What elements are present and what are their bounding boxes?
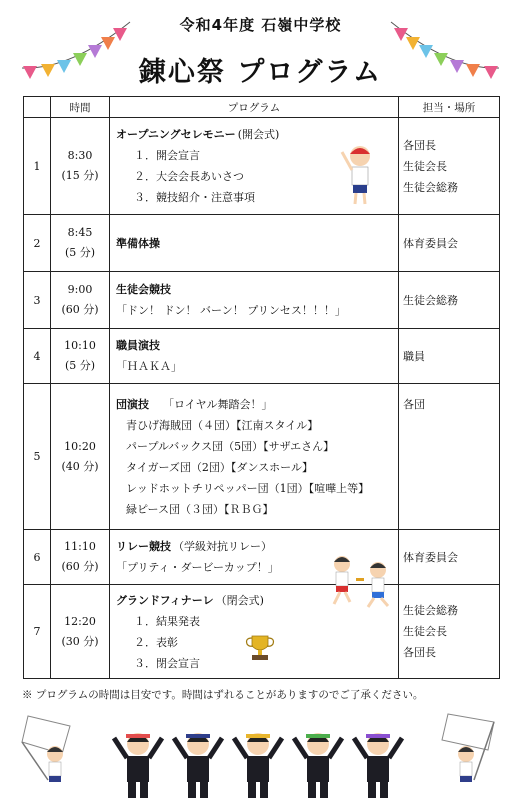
- table-row: [24, 384, 500, 530]
- program-name: 団演技: [116, 397, 149, 411]
- student-figure: [234, 733, 282, 798]
- program-detail-line: １．開会宣言: [134, 149, 200, 162]
- program-name: リレー競技: [116, 540, 171, 553]
- location-cell: [399, 384, 500, 530]
- student-figure: [354, 733, 402, 798]
- program-detail-line: 「プリティ・ダービーカップ！」: [116, 561, 279, 574]
- start-time: 8:30: [67, 149, 93, 162]
- table-header-row: [24, 97, 500, 118]
- duration: (5 分): [64, 359, 96, 372]
- col-header-no: [24, 97, 51, 118]
- duration: (40 分): [61, 459, 99, 473]
- duration: (15 分): [61, 169, 99, 182]
- program-name: 職員演技: [116, 339, 160, 352]
- person-in-charge: 生徒会総務: [403, 293, 458, 307]
- program-detail-line: レッドホットチリペッパー団（1団）【喧嘩上等】: [126, 481, 370, 495]
- program-detail-line: ３．閉会宣言: [134, 656, 200, 670]
- table-row: [24, 530, 500, 585]
- table-row: [24, 118, 500, 215]
- relay-runners-illustration: [326, 552, 396, 608]
- col-header-time: 時間: [51, 97, 110, 118]
- table-row: [24, 215, 500, 272]
- program-detail-line: ２．表彰: [134, 635, 178, 649]
- person-in-charge: 職員: [403, 349, 425, 363]
- program-tag: （閉会式): [215, 593, 264, 607]
- bunting-flag: [101, 37, 115, 50]
- row-number: 6: [24, 530, 51, 585]
- col-header-location: 担当・場所: [399, 97, 500, 118]
- program-cell: [110, 329, 399, 384]
- row-number: 2: [24, 215, 51, 272]
- person-in-charge: 各団長: [403, 646, 436, 659]
- time-cell: [51, 530, 110, 585]
- footnote: ※ プログラムの時間は目安です。時間はずれることがありますのでご了承ください。: [22, 689, 424, 701]
- start-time: 8:45: [67, 226, 93, 239]
- duration: (60 分): [61, 303, 99, 316]
- program-table: [23, 96, 500, 679]
- location-cell: [399, 329, 500, 384]
- location-cell: [399, 215, 500, 272]
- bunting-flag: [406, 37, 420, 50]
- program-name: 生徒会競技: [116, 283, 171, 296]
- person-in-charge: 生徒会総務: [403, 180, 458, 194]
- program-detail-line: タイガーズ団（2団）【ダンスホール】: [126, 460, 313, 474]
- start-time: 9:00: [67, 283, 93, 296]
- row-number: 5: [24, 384, 51, 530]
- program-tag: （学級対抗リレー）: [173, 540, 272, 553]
- person-in-charge: 生徒会総務: [403, 604, 458, 617]
- person-in-charge: 各団: [403, 398, 425, 411]
- col-header-program: プログラム: [110, 97, 399, 118]
- duration: (30 分): [61, 634, 99, 648]
- program-name: グランドフィナーレ: [116, 593, 214, 607]
- table-row: [24, 272, 500, 329]
- start-time: 10:20: [64, 439, 96, 453]
- program-detail-line: １．結果発表: [134, 614, 200, 628]
- location-cell: [399, 272, 500, 329]
- row-number: 4: [24, 329, 51, 384]
- row-number: 7: [24, 585, 51, 679]
- start-time: 12:20: [64, 614, 96, 628]
- program-detail-line: 青ひげ海賊団（４団）【江南スタイル】: [126, 418, 319, 432]
- table-row: [24, 329, 500, 384]
- students-cheering-decoration: [0, 708, 521, 804]
- person-in-charge: 体育委員会: [403, 236, 458, 250]
- row-number: 3: [24, 272, 51, 329]
- location-cell: [399, 530, 500, 585]
- school-heading: 令和4年度 石嶺中学校: [179, 16, 342, 34]
- location-cell: [399, 585, 500, 679]
- person-in-charge: 生徒会長: [403, 625, 447, 638]
- program-detail-line: ２．大会会長あいさつ: [134, 170, 244, 183]
- time-cell: [51, 272, 110, 329]
- cheering-student-illustration: [338, 142, 378, 208]
- program-tag: 「ロイヤル舞踏会！」: [163, 397, 273, 411]
- program-detail-line: 緑ピース団（３団）【ＲＢＧ】: [126, 502, 274, 516]
- page-title: 錬心祭 プログラム: [138, 57, 383, 88]
- duration: (60 分): [61, 560, 99, 573]
- location-cell: [399, 118, 500, 215]
- time-cell: [51, 118, 110, 215]
- program-tag: (開会式): [237, 128, 280, 141]
- program-detail-line: ３．競技紹介・注意事項: [134, 191, 255, 204]
- program-cell: [110, 272, 399, 329]
- student-figure: [294, 733, 342, 798]
- program-cell: [110, 384, 399, 530]
- student-figure: [114, 733, 162, 798]
- row-number: 1: [24, 118, 51, 215]
- program-detail-line: 「ＨＡＫＡ」: [116, 360, 182, 373]
- time-cell: [51, 329, 110, 384]
- program-detail-line: 「ドン！ ドン！ バーン！ プリンセス！！！」: [116, 304, 346, 317]
- time-cell: [51, 215, 110, 272]
- trophy-icon: [240, 632, 280, 662]
- program-name: 準備体操: [116, 236, 160, 250]
- person-in-charge: 体育委員会: [403, 550, 458, 564]
- program-detail-line: パープルバックス団（5団）【サザエさん】: [126, 439, 335, 453]
- start-time: 10:10: [64, 339, 96, 352]
- person-in-charge: 生徒会長: [403, 159, 447, 173]
- time-cell: [51, 585, 110, 679]
- duration: (5 分): [64, 246, 96, 259]
- program-name: オープニングセレモニー: [116, 128, 236, 141]
- student-figure: [174, 733, 222, 798]
- start-time: 11:10: [64, 540, 96, 553]
- program-cell: [110, 215, 399, 272]
- person-in-charge: 各団長: [403, 138, 436, 152]
- time-cell: [51, 384, 110, 530]
